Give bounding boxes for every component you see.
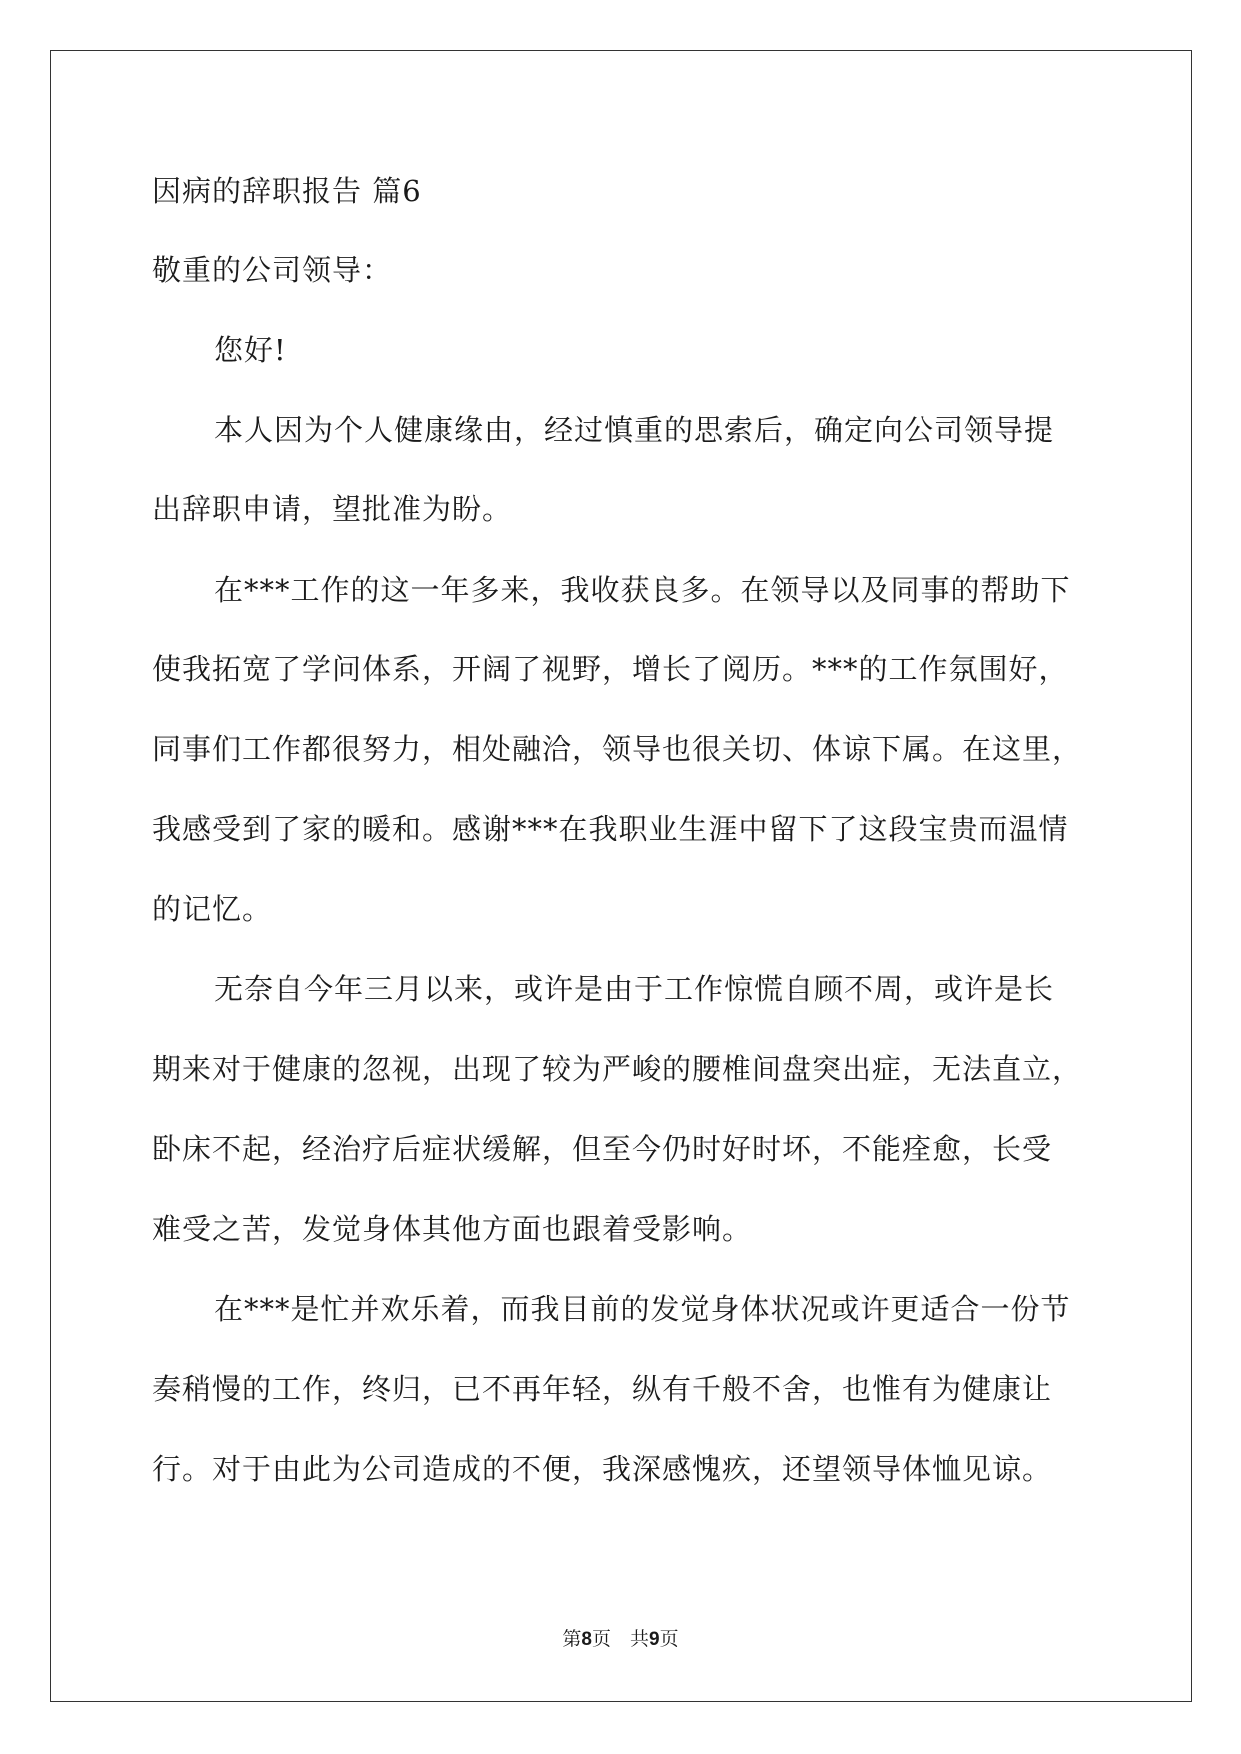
paragraph-line: 在***是忙并欢乐着，而我目前的发觉身体状况或许更适合一份节 xyxy=(214,1292,1071,1326)
paragraph-line: 本人因为个人健康缘由，经过慎重的思索后，确定向公司领导提 xyxy=(214,413,1055,447)
greeting: 您好! xyxy=(214,333,287,367)
paragraph-line: 卧床不起，经治疗后症状缓解，但至今仍时好时坏，不能痊愈，长受 xyxy=(152,1132,1053,1166)
paragraph-line: 使我拓宽了学问体系，开阔了视野，增长了阅历。***的工作氛围好， xyxy=(152,652,1069,686)
paragraph-line: 的记忆。 xyxy=(152,892,273,926)
document-heading: 因病的辞职报告 篇6 xyxy=(152,174,422,208)
page-mid: 页 共 xyxy=(591,1628,649,1650)
page-suffix: 页 xyxy=(659,1628,679,1650)
paragraph-line: 无奈自今年三月以来，或许是由于工作惊慌自顾不周，或许是长 xyxy=(214,972,1055,1006)
paragraph-line: 期来对于健康的忽视，出现了较为严峻的腰椎间盘突出症，无法直立， xyxy=(152,1052,1083,1086)
paragraph-line: 在***工作的这一年多来，我收获良多。在领导以及同事的帮助下 xyxy=(214,573,1071,607)
paragraph-line: 我感受到了家的暖和。感谢***在我职业生涯中留下了这段宝贵而温情 xyxy=(152,812,1069,846)
paragraph-line: 同事们工作都很努力，相处融洽，领导也很关切、体谅下属。在这里， xyxy=(152,732,1083,766)
paragraph-line: 出辞职申请，望批准为盼。 xyxy=(152,492,513,526)
salutation: 敬重的公司领导： xyxy=(152,253,393,287)
total-page-number: 9 xyxy=(649,1629,660,1650)
paragraph-line: 奏稍慢的工作，终归，已不再年轻，纵有千般不舍，也惟有为健康让 xyxy=(152,1372,1053,1406)
current-page-number: 8 xyxy=(581,1629,592,1650)
paragraph-line: 行。对于由此为公司造成的不便，我深感愧疚，还望领导体恤见谅。 xyxy=(152,1452,1053,1486)
page-footer xyxy=(0,1627,1241,1652)
page-prefix: 第 xyxy=(562,1628,582,1650)
paragraph-line: 难受之苦，发觉身体其他方面也跟着受影响。 xyxy=(152,1212,753,1246)
